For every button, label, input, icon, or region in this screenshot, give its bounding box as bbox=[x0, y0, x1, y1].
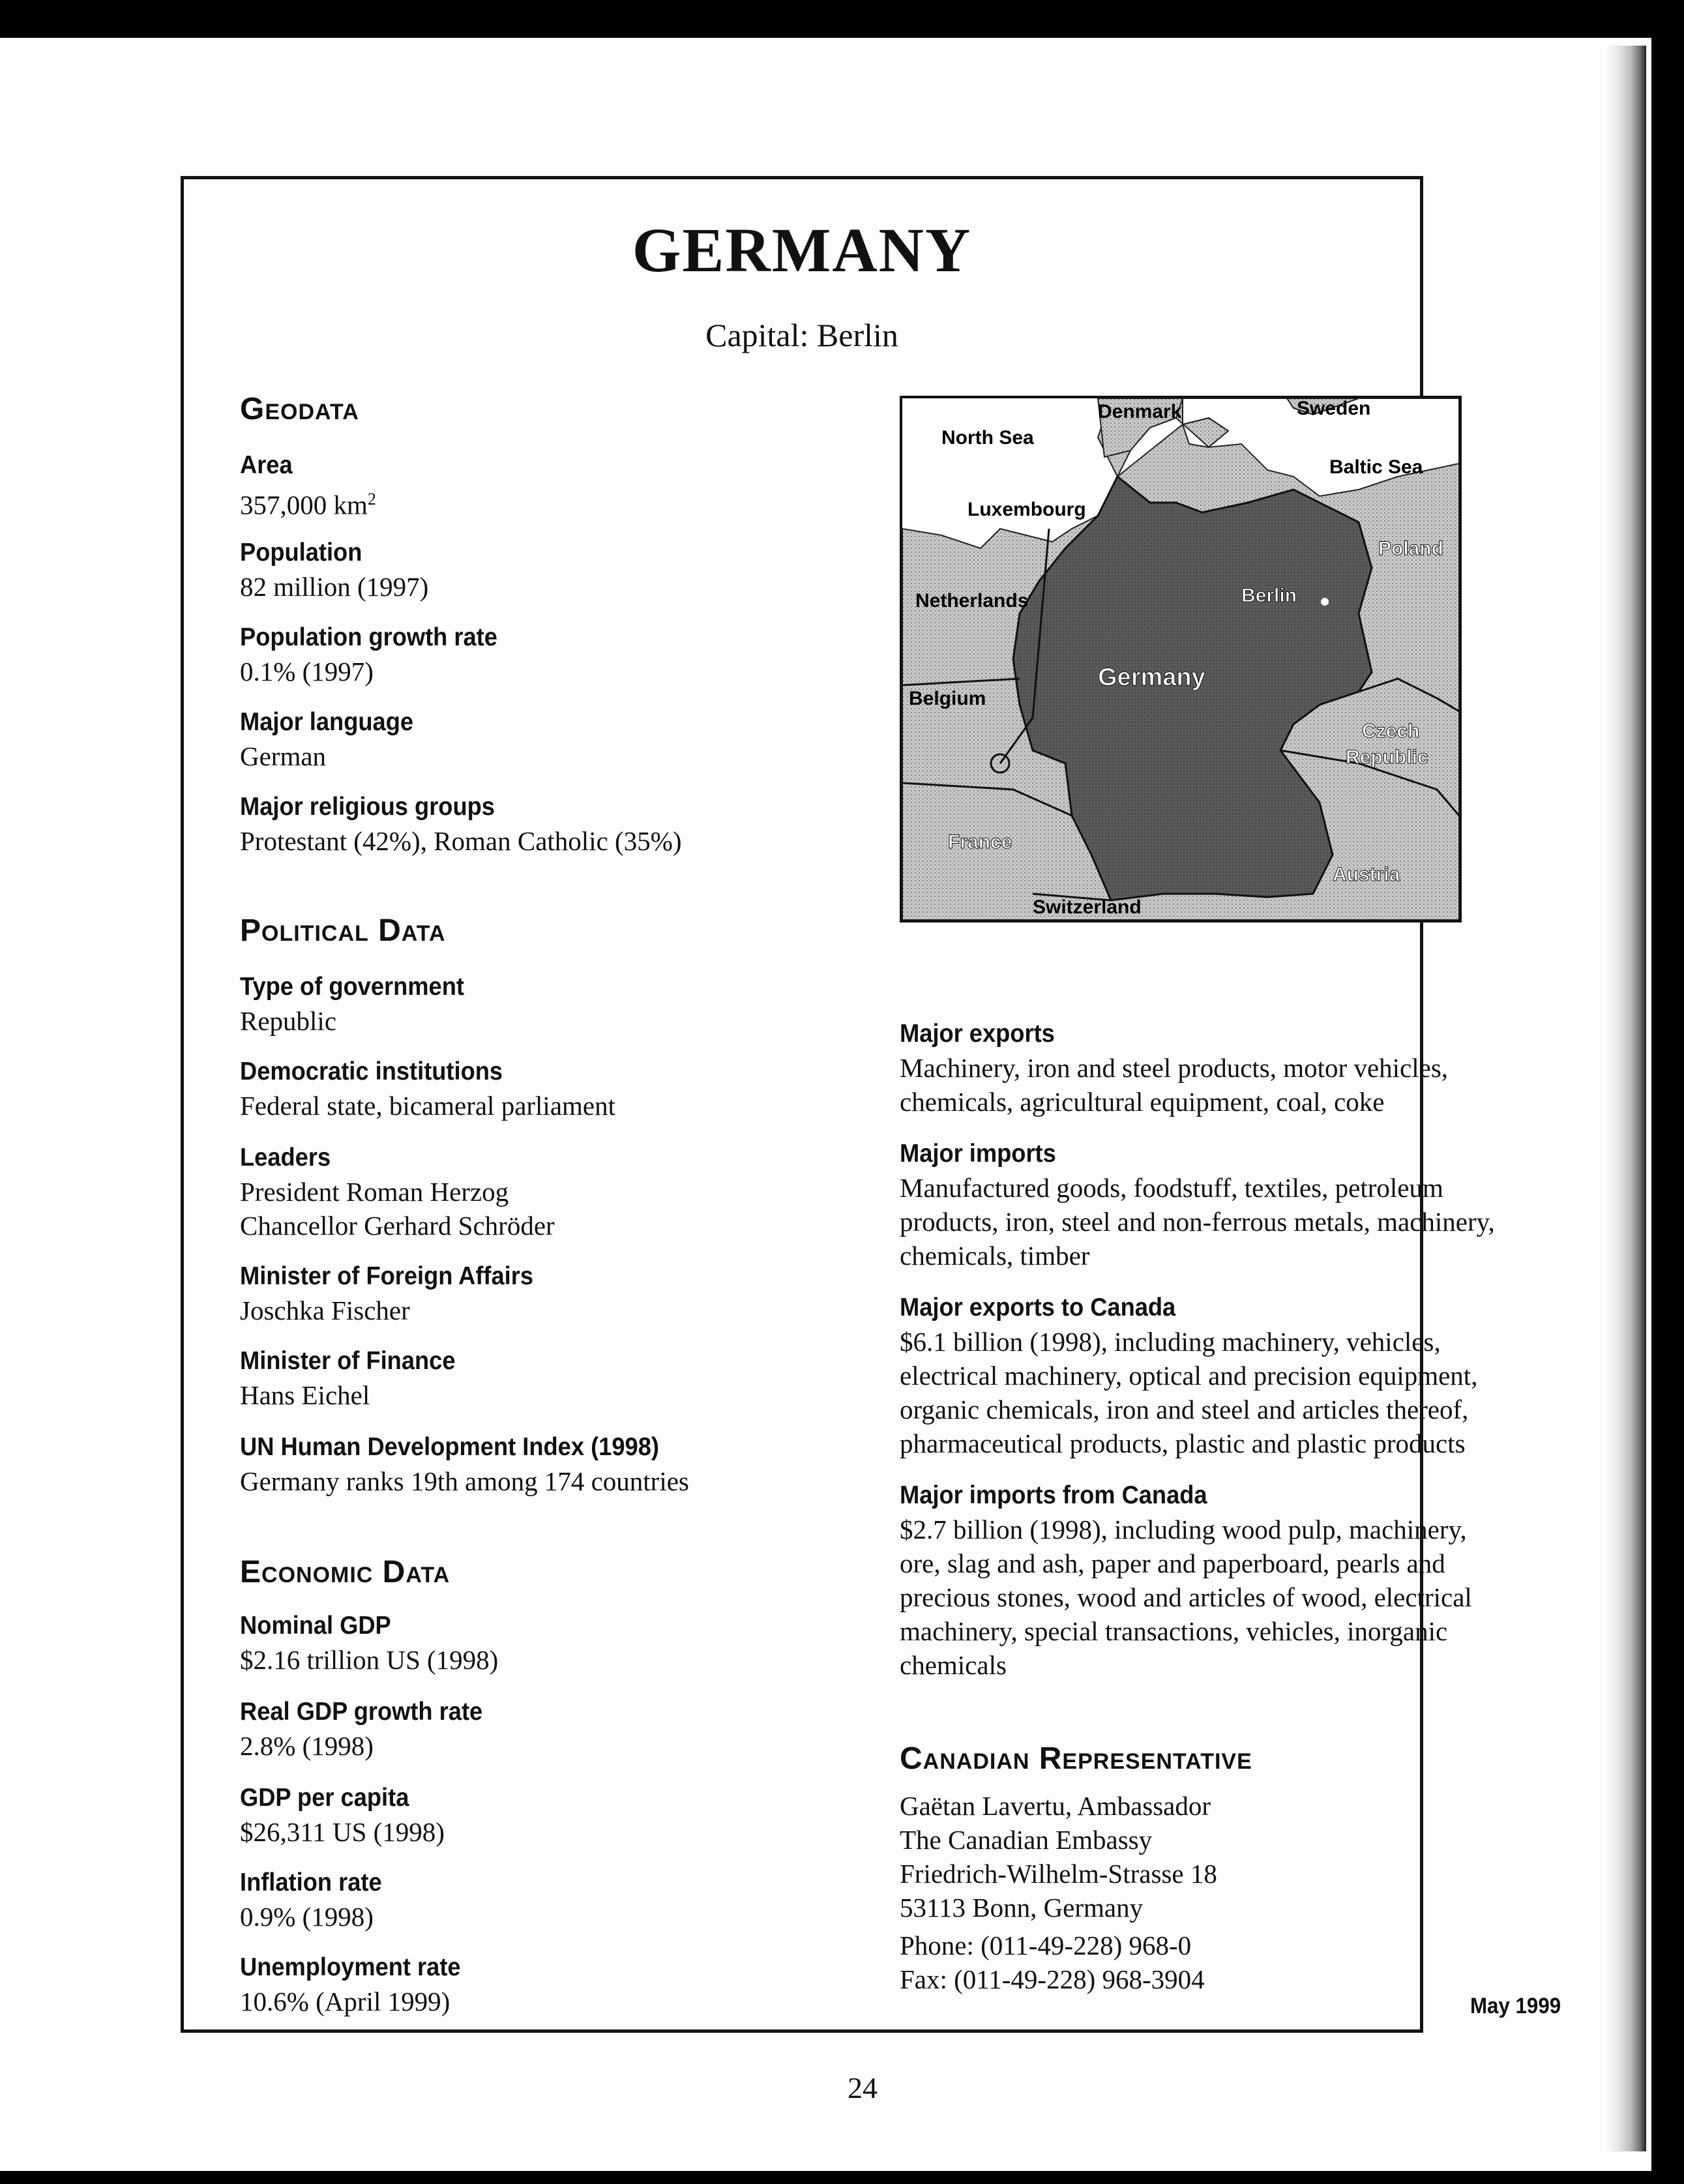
map-label-sweden: Sweden bbox=[1297, 398, 1371, 419]
field-label: Real GDP growth rate bbox=[240, 1698, 483, 1726]
field-value: chemicals, agricultural equipment, coal, coke bbox=[900, 1087, 1385, 1117]
address-line: The Canadian Embassy bbox=[900, 1825, 1153, 1855]
capital-line: Capital: Berlin bbox=[705, 317, 898, 353]
field-value: pharmaceutical products, plastic and plastic products bbox=[900, 1428, 1466, 1458]
scan-border-bottom bbox=[0, 2171, 1684, 2184]
field-value: ore, slag and ash, paper and paperboard, pearls and bbox=[900, 1548, 1445, 1578]
map-label-austria: Austria bbox=[1333, 864, 1400, 885]
field-value: products, iron, steel and non-ferrous metals, machinery, bbox=[900, 1207, 1495, 1237]
field-population bbox=[240, 536, 428, 604]
field-label: Inflation rate bbox=[240, 1868, 382, 1896]
field-value: Republic bbox=[240, 1006, 337, 1036]
map-label-poland: Poland bbox=[1378, 538, 1444, 559]
field-value: Germany ranks 19th among 174 countries bbox=[240, 1466, 689, 1496]
field-value: chemicals bbox=[900, 1650, 1007, 1680]
field-value: machinery, special transactions, vehicles, inorganic bbox=[900, 1616, 1448, 1646]
political-heading: Political Data bbox=[240, 913, 446, 948]
field-label: Major imports bbox=[900, 1140, 1056, 1168]
map-label-czech: Czech bbox=[1362, 720, 1420, 742]
map-label-north-sea: North Sea bbox=[941, 427, 1034, 449]
field-real-gdp-growth bbox=[240, 1695, 501, 1763]
field-label: Unemployment rate bbox=[240, 1953, 461, 1981]
address-line: Friedrich-Wilhelm-Strasse 18 bbox=[900, 1859, 1217, 1889]
field-value: Chancellor Gerhard Schröder bbox=[240, 1211, 555, 1241]
field-value: electrical machinery, optical and precision equipment, bbox=[900, 1361, 1478, 1391]
field-major-exports bbox=[900, 1017, 1448, 1119]
map-label-belgium: Belgium bbox=[909, 688, 986, 709]
field-value: Machinery, iron and steel products, motor vehicles, bbox=[900, 1053, 1449, 1083]
field-label: Type of government bbox=[240, 973, 464, 1001]
field-label: Minister of Finance bbox=[240, 1347, 456, 1375]
field-label: Nominal GDP bbox=[240, 1612, 391, 1640]
field-value: organic chemicals, iron and steel and articles thereof, bbox=[900, 1395, 1469, 1424]
map-label-republic: Republic bbox=[1346, 746, 1428, 768]
field-label: GDP per capita bbox=[240, 1784, 409, 1812]
field-label: Major exports bbox=[900, 1020, 1055, 1048]
address-line: 53113 Bonn, Germany bbox=[900, 1893, 1144, 1923]
field-value: $2.16 trillion US (1998) bbox=[240, 1645, 499, 1675]
book-spine-shadow bbox=[1607, 46, 1646, 2151]
field-label: Major language bbox=[240, 708, 414, 736]
field-label: Major religious groups bbox=[240, 793, 495, 821]
map-graphic bbox=[902, 398, 1459, 920]
map-label-netherlands: Netherlands bbox=[915, 590, 1029, 612]
field-inflation-rate bbox=[240, 1866, 392, 1934]
field-foreign-minister bbox=[240, 1260, 555, 1327]
field-democratic-institutions bbox=[240, 1055, 615, 1123]
field-value: 10.6% (April 1999) bbox=[240, 1986, 451, 2016]
field-value: precious stones, wood and articles of wood, electrical bbox=[900, 1582, 1472, 1612]
map-label-france: France bbox=[948, 831, 1012, 853]
field-value: $26,311 US (1998) bbox=[240, 1817, 445, 1847]
field-value: chemicals, timber bbox=[900, 1241, 1090, 1271]
field-value: German bbox=[240, 741, 327, 771]
economic-heading: Economic Data bbox=[240, 1555, 451, 1589]
field-value: 82 million (1997) bbox=[240, 572, 429, 602]
address-line: Gaëtan Lavertu, Ambassador bbox=[900, 1791, 1211, 1821]
germany-map bbox=[900, 396, 1462, 922]
field-label: UN Human Development Index (1998) bbox=[240, 1433, 659, 1461]
scan-border-top bbox=[0, 0, 1684, 38]
field-label: Major imports from Canada bbox=[900, 1481, 1207, 1509]
field-value: Joschka Fischer bbox=[240, 1295, 410, 1325]
field-value: Manufactured goods, foodstuff, textiles, petroleum bbox=[900, 1173, 1443, 1203]
map-label-baltic-sea: Baltic Sea bbox=[1329, 456, 1423, 478]
representative-heading: Canadian Representative bbox=[900, 1741, 1252, 1776]
field-value: 2.8% (1998) bbox=[240, 1731, 374, 1761]
field-value: $6.1 billion (1998), including machinery, vehicles, bbox=[900, 1327, 1441, 1357]
field-label: Minister of Foreign Affairs bbox=[240, 1262, 534, 1290]
publication-date: May 1999 bbox=[1470, 1994, 1561, 2018]
representative-address bbox=[900, 1789, 1217, 1996]
field-label: Area bbox=[240, 451, 293, 479]
country-title: GERMANY bbox=[632, 215, 972, 285]
field-value: Federal state, bicameral parliament bbox=[240, 1091, 616, 1121]
field-hdi bbox=[240, 1430, 690, 1498]
field-label: Major exports to Canada bbox=[900, 1293, 1176, 1321]
field-value: Protestant (42%), Roman Catholic (35%) bbox=[240, 826, 682, 856]
field-government-type bbox=[240, 970, 481, 1038]
map-label-berlin: Berlin bbox=[1241, 585, 1297, 606]
field-leaders bbox=[240, 1141, 555, 1243]
berlin-marker bbox=[1321, 598, 1329, 606]
field-label: Leaders bbox=[240, 1144, 331, 1172]
scan-border-right bbox=[1651, 38, 1684, 2171]
field-imports-from-canada bbox=[900, 1479, 1472, 1682]
field-label: Democratic institutions bbox=[240, 1057, 503, 1085]
field-value: Hans Eichel bbox=[240, 1380, 370, 1410]
map-label-switzerland: Switzerland bbox=[1033, 896, 1142, 918]
field-population-growth bbox=[240, 621, 517, 688]
field-value: 0.9% (1998) bbox=[240, 1902, 374, 1932]
map-label-luxembourg: Luxembourg bbox=[968, 499, 1086, 520]
field-religious-groups bbox=[240, 790, 682, 858]
page-number: 24 bbox=[848, 2071, 878, 2104]
phone-number: Phone: (011-49-228) 968-0 bbox=[900, 1930, 1192, 1960]
field-nominal-gdp bbox=[240, 1609, 498, 1677]
field-label: Population bbox=[240, 539, 362, 567]
field-value: 357,000 $km^2$ bbox=[240, 490, 376, 520]
field-major-language bbox=[240, 705, 426, 773]
field-gdp-per-capita bbox=[240, 1781, 445, 1849]
field-value: President Roman Herzog bbox=[240, 1177, 509, 1207]
field-exports-to-canada bbox=[900, 1291, 1477, 1460]
field-area bbox=[240, 449, 376, 522]
field-label: Population growth rate bbox=[240, 623, 497, 651]
field-major-imports bbox=[900, 1137, 1495, 1273]
field-value: 0.1% (1997) bbox=[240, 657, 374, 686]
map-label-denmark: Denmark bbox=[1098, 401, 1182, 422]
field-value: $2.7 billion (1998), including wood pulp, machinery, bbox=[900, 1514, 1467, 1544]
fax-number: Fax: (011-49-228) 968-3904 bbox=[900, 1964, 1205, 1994]
field-unemployment-rate bbox=[240, 1951, 477, 2018]
field-finance-minister bbox=[240, 1344, 471, 1412]
geodata-heading: Geodata bbox=[240, 392, 359, 426]
map-label-germany: Germany bbox=[1098, 664, 1205, 691]
